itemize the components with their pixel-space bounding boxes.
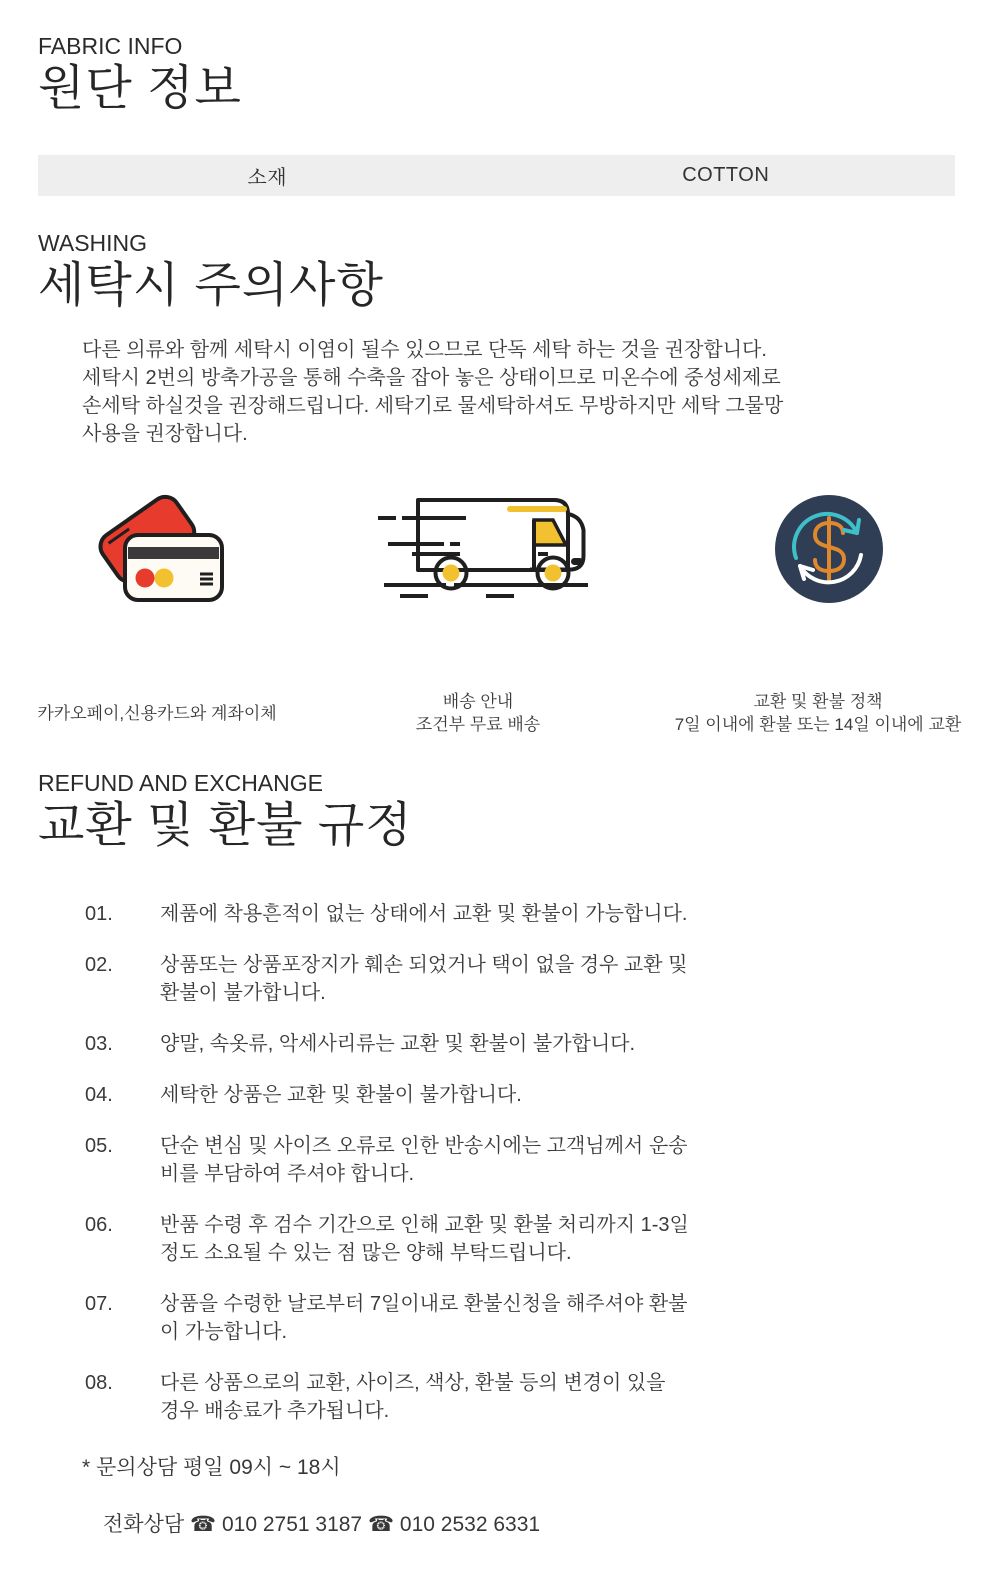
washing-line: 세탁시 2번의 방축가공을 통해 수축을 잡아 놓은 상태이므로 미온수에 중성세제로	[82, 367, 781, 389]
policy-text: 비를 부담하여 주셔야 합니다.	[160, 1163, 415, 1185]
shipping-caption	[358, 690, 598, 736]
policy-text: 환불이 불가합니다.	[160, 982, 326, 1004]
refund-exchange-header	[38, 770, 413, 852]
policy-text: 다른 상품으로의 교환, 사이즈, 색상, 환불 등의 변경이 있을	[160, 1372, 666, 1394]
caption-line: 카카오페이,신용카드와 계좌이체	[37, 704, 277, 723]
policy-number: 06.	[85, 1214, 113, 1236]
material-label: 소재	[247, 167, 288, 189]
policy-text: 반품 수령 후 검수 기간으로 인해 교환 및 환불 처리까지 1-3일	[160, 1214, 689, 1236]
policy-text: 정도 소요될 수 있는 점 많은 양해 부탁드립니다.	[160, 1242, 572, 1264]
refund-exchange-eyebrow: REFUND AND EXCHANGE	[38, 770, 323, 796]
contact-hours-note: * 문의상담 평일 09시 ~ 18시	[82, 1456, 341, 1479]
caption-line: 7일 이내에 환불 또는 14일 이내에 교환	[674, 715, 962, 734]
material-spec-bar	[38, 155, 955, 196]
policy-text: 제품에 착용흔적이 없는 상태에서 교환 및 환불이 가능합니다.	[160, 903, 688, 925]
fabric-info-header	[38, 33, 242, 115]
washing-instructions	[82, 336, 783, 448]
washing-line: 다른 의류와 함께 세탁시 이염이 될수 있으므로 단독 세탁 하는 것을 권장합니다.	[82, 339, 767, 361]
contact-phone-note: 전화상담 ☎ 010 2751 3187 ☎ 010 2532 6331	[103, 1513, 541, 1536]
policy-item	[85, 1081, 815, 1109]
policy-text: 세탁한 상품은 교환 및 환불이 불가합니다.	[160, 1084, 522, 1106]
policy-item	[85, 1369, 815, 1425]
policy-number: 05.	[85, 1135, 113, 1157]
credit-card-icon	[88, 468, 238, 608]
washing-line: 손세탁 하실것을 권장해드립니다. 세탁기로 물세탁하셔도 무방하지만 세탁 그물망	[82, 395, 784, 417]
policy-text: 상품또는 상품포장지가 훼손 되었거나 택이 없을 경우 교환 및	[160, 954, 688, 976]
policy-number: 04.	[85, 1084, 113, 1106]
policy-item	[85, 1030, 815, 1058]
policy-number: 03.	[85, 1033, 113, 1055]
policy-text: 이 가능합니다.	[160, 1321, 288, 1343]
washing-eyebrow: WASHING	[38, 230, 148, 256]
policy-number: 08.	[85, 1372, 113, 1394]
policy-number: 07.	[85, 1293, 113, 1315]
policy-item	[85, 1211, 815, 1267]
fabric-info-eyebrow: FABRIC INFO	[38, 33, 183, 59]
caption-line: 배송 안내	[442, 692, 514, 711]
caption-line: 교환 및 환불 정책	[753, 692, 883, 711]
refund-exchange-title: 교환 및 환불 규정	[38, 799, 413, 852]
policy-item	[85, 1290, 815, 1346]
payment-caption	[37, 702, 277, 725]
delivery-truck-icon	[370, 462, 608, 612]
policy-text: 경우 배송료가 추가됩니다.	[160, 1400, 390, 1422]
refund-policy-list	[85, 900, 815, 1448]
refund-caption	[618, 690, 1000, 736]
washing-title: 세탁시 주의사항	[38, 259, 384, 312]
washing-line: 사용을 권장합니다.	[82, 423, 248, 445]
refund-feature	[772, 492, 886, 611]
payment-feature	[88, 468, 238, 613]
policy-text: 단순 변심 및 사이즈 오류로 인한 반송시에는 고객님께서 운송	[160, 1135, 688, 1157]
policy-text: 상품을 수령한 날로부터 7일이내로 환불신청을 해주셔야 환불	[160, 1293, 688, 1315]
caption-line: 조건부 무료 배송	[415, 715, 541, 734]
shipping-feature	[370, 462, 608, 617]
material-value: COTTON	[682, 164, 770, 186]
policy-number: 01.	[85, 903, 113, 925]
washing-header	[38, 230, 384, 312]
refund-cycle-icon	[772, 492, 886, 606]
policy-item	[85, 951, 815, 1007]
policy-text: 양말, 속옷류, 악세사리류는 교환 및 환불이 불가합니다.	[160, 1033, 636, 1055]
policy-item	[85, 1132, 815, 1188]
fabric-info-title: 원단 정보	[38, 62, 242, 115]
policy-item	[85, 900, 815, 928]
policy-number: 02.	[85, 954, 113, 976]
